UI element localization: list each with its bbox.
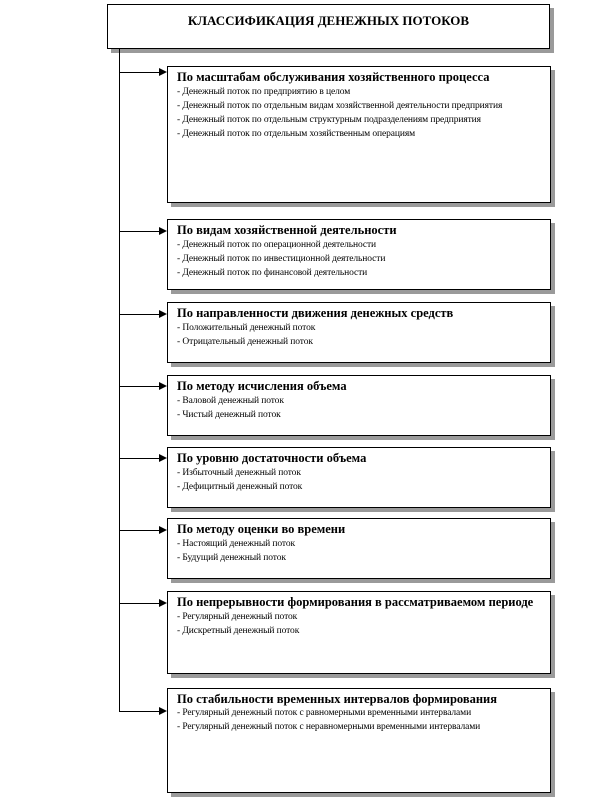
category-box [167, 688, 551, 793]
connector-8 [119, 711, 159, 712]
category-item: - Дискретный денежный поток [177, 626, 300, 636]
category-item: - Денежный поток по инвестиционной деятельности [177, 254, 386, 264]
category-title: По стабильности временных интервалов формирования [177, 692, 498, 706]
category-item: - Регулярный денежный поток с равномерными временными интервалами [177, 708, 472, 718]
category-item: - Регулярный денежный поток с неравномерными временными интервалами [177, 722, 481, 732]
category-title: По методу исчисления объема [177, 379, 347, 393]
connector-5 [119, 458, 159, 459]
category-title: По направленности движения денежных средств [177, 306, 454, 320]
diagram-title: КЛАССИФИКАЦИЯ ДЕНЕЖНЫХ ПОТОКОВ [187, 13, 470, 28]
arrow-1-icon [159, 68, 167, 76]
category-item: - Денежный поток по предприятию в целом [177, 87, 351, 97]
category-item: - Денежный поток по операционной деятельности [177, 240, 377, 250]
category-item: - Будущий денежный поток [177, 553, 286, 563]
category-title: По непрерывности формирования в рассматриваемом периоде [177, 595, 534, 609]
arrow-7-icon [159, 599, 167, 607]
category-title: По уровню достаточности объема [177, 451, 367, 465]
category-box [167, 66, 551, 203]
connector-6 [119, 530, 159, 531]
category-item: - Положительный денежный поток [177, 323, 316, 333]
connector-4 [119, 386, 159, 387]
category-item: - Денежный поток по отдельным структурным подразделениям предприятия [177, 115, 481, 125]
category-title: По видам хозяйственной деятельности [177, 223, 397, 237]
arrow-6-icon [159, 526, 167, 534]
category-item: - Регулярный денежный поток [177, 612, 298, 622]
connector-1 [119, 72, 159, 73]
category-item: - Денежный поток по финансовой деятельности [177, 268, 368, 278]
category-title: По масштабам обслуживания хозяйственного процесса [177, 70, 490, 84]
arrow-8-icon [159, 707, 167, 715]
category-item: - Избыточный денежный поток [177, 468, 301, 478]
category-item: - Денежный поток по отдельным хозяйственным операциям [177, 129, 416, 139]
category-box [167, 219, 551, 290]
category-box [167, 447, 551, 508]
arrow-2-icon [159, 227, 167, 235]
category-box [167, 518, 551, 579]
arrow-4-icon [159, 382, 167, 390]
category-item: - Чистый денежный поток [177, 410, 281, 420]
trunk-line [119, 49, 120, 712]
diagram-title-box [107, 4, 550, 49]
connector-7 [119, 603, 159, 604]
category-item: - Валовой денежный поток [177, 396, 284, 406]
arrow-3-icon [159, 310, 167, 318]
category-item: - Дефицитный денежный поток [177, 482, 303, 492]
category-box [167, 375, 551, 436]
connector-2 [119, 231, 159, 232]
arrow-5-icon [159, 454, 167, 462]
category-title: По методу оценки во времени [177, 522, 346, 536]
category-item: - Настоящий денежный поток [177, 539, 295, 549]
connector-3 [119, 314, 159, 315]
category-item: - Денежный поток по отдельным видам хозяйственной деятельности предприятия [177, 101, 503, 111]
category-item: - Отрицательный денежный поток [177, 337, 313, 347]
category-box [167, 591, 551, 674]
category-box [167, 302, 551, 363]
